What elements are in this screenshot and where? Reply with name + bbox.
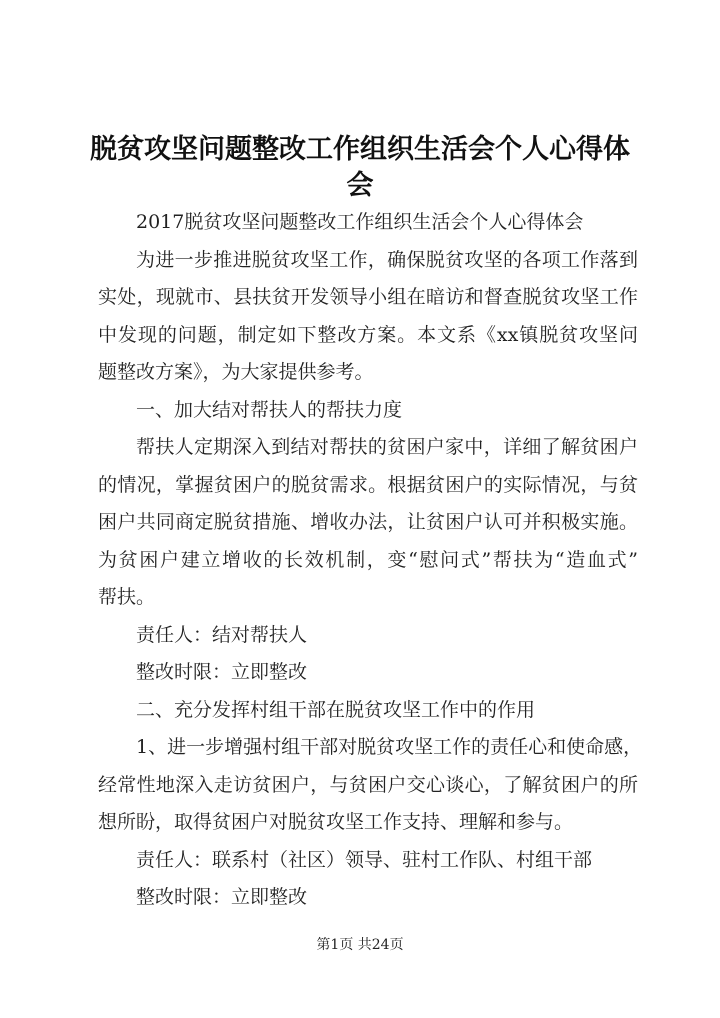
paragraph (98, 654, 638, 692)
text-line: 为贫困户建立增收的长效机制，变“慰问式”帮扶为“造血式” (98, 548, 638, 571)
text-line: 帮扶人定期深入到结对帮扶的贫困户家中，详细了解贫困户 (136, 436, 638, 458)
page-footer: 第1页 共24页 (316, 937, 404, 953)
text-line: 责任人：结对帮扶人 (136, 623, 308, 646)
paragraph (98, 429, 638, 617)
text-line: 整改时限：立即整改 (136, 661, 308, 683)
paragraph (98, 879, 638, 917)
text-line: 经常性地深入走访贫困户，与贫困户交心谈心，了解贫困户的所 (98, 773, 638, 796)
text-line: 中发现的问题，制定如下整改方案。本文系《xx镇脱贫攻坚问 (98, 323, 638, 346)
paragraph (98, 242, 638, 392)
paragraph (98, 617, 638, 655)
document-title (0, 132, 720, 204)
paragraph (98, 729, 643, 842)
text-line: 帮扶。 (98, 586, 156, 608)
text-line: 困户共同商定脱贫措施、增收办法，让贫困户认可并积极实施。 (98, 511, 638, 533)
text-line: 为进一步推进脱贫攻坚工作，确保脱贫攻坚的各项工作落到 (136, 248, 638, 271)
text-line: 责任人：联系村（社区）领导、驻村工作队、村组干部 (136, 848, 593, 871)
text-line: 一、加大结对帮扶人的帮扶力度 (136, 398, 403, 421)
paragraph (98, 204, 638, 242)
paragraph (98, 392, 638, 430)
text-line: 想所盼，取得贫困户对脱贫攻坚工作支持、理解和参与。 (98, 811, 574, 833)
text-line: 1、进一步增强村组干部对脱贫攻坚工作的责任心和使命感， (136, 736, 643, 758)
text-line: 的情况，掌握贫困户的脱贫需求。根据贫困户的实际情况，与贫 (98, 473, 638, 496)
text-line: 2017脱贫攻坚问题整改工作组织生活会个人心得体会 (136, 211, 584, 233)
title-line: 会 (346, 170, 374, 201)
text-line: 二、充分发挥村组干部在脱贫攻坚工作中的作用 (136, 698, 536, 721)
text-line: 实处，现就市、县扶贫开发领导小组在暗访和督查脱贫攻坚工作 (98, 286, 638, 308)
paragraph (98, 692, 638, 730)
text-line: 整改时限：立即整改 (136, 886, 308, 908)
paragraph (98, 842, 638, 880)
text-line: 题整改方案》，为大家提供参考。 (98, 361, 374, 383)
title-line: 脱贫攻坚问题整改工作组织生活会个人心得体 (90, 134, 630, 165)
document-body (98, 204, 643, 917)
